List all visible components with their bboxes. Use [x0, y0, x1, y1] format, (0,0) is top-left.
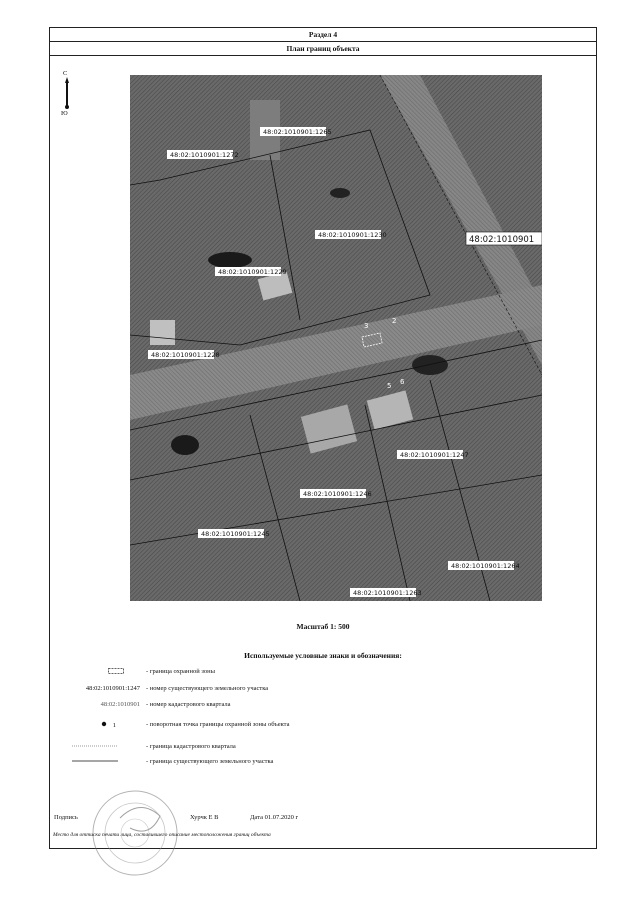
legend-title: Используемые условные знаки и обозначения: [244, 651, 402, 660]
turn-point-symbol: 1 [50, 721, 140, 729]
parcel-label [350, 588, 422, 597]
svg-text:48:02:1010901:1228: 48:02:1010901:1228 [151, 351, 220, 359]
north-arrow-icon [63, 77, 71, 111]
svg-text:48:02:1010901:1247: 48:02:1010901:1247 [400, 451, 469, 459]
map-svg [130, 75, 542, 601]
legend-item: 1 - поворотная точка границы охранной зоны объекта [50, 721, 596, 735]
svg-text:48:02:1010901:1230: 48:02:1010901:1230 [318, 231, 387, 239]
parcel-label [448, 561, 520, 570]
map-scale: Масштаб 1: 500 [296, 622, 350, 631]
turn-point-label: 2 [392, 317, 397, 325]
parcel-boundary-symbol [50, 758, 140, 765]
parcel-label [300, 489, 372, 498]
parcel-label [215, 267, 287, 276]
parcel-label [315, 230, 387, 239]
turn-point-label: 5 [387, 382, 392, 390]
page-title: План границ объекта [50, 42, 596, 56]
parcel-label [167, 150, 239, 159]
quarter-boundary-symbol [50, 743, 140, 750]
legend-item: - граница существующего земельного участка [50, 758, 596, 772]
svg-text:48:02:1010901: 48:02:1010901 [469, 235, 535, 245]
solid-line-icon [72, 759, 118, 763]
dot-icon [101, 721, 107, 727]
signer-name: Хурчк Е В [190, 814, 219, 821]
svg-text:48:02:1010901:1245: 48:02:1010901:1245 [201, 530, 270, 538]
dashed-rect-icon [108, 668, 124, 674]
quarter-label [466, 232, 542, 245]
signature-label: Подпись [54, 814, 78, 821]
footer-note: Место для оттиска печати лица, составившего описание местоположения границ объекта [53, 832, 271, 838]
legend-item: - граница охранной зоны [50, 668, 596, 682]
legend-item: 48:02:1010901 - номер кадастрового квартала [100, 701, 231, 708]
parcel-label [397, 450, 469, 459]
turn-point-label: 6 [400, 378, 405, 386]
parcel-label [148, 350, 220, 359]
svg-text:48:02:1010901:1272: 48:02:1010901:1272 [170, 151, 239, 159]
compass [60, 70, 74, 120]
turn-point-label: 3 [364, 322, 369, 330]
svg-text:48:02:1010901:1246: 48:02:1010901:1246 [303, 490, 372, 498]
dashed-line-icon [72, 744, 118, 748]
svg-text:48:02:1010901:1229: 48:02:1010901:1229 [218, 268, 287, 276]
aerial-map [130, 75, 542, 601]
section-header: Раздел 4 [50, 28, 596, 42]
svg-text:48:02:1010901:1264: 48:02:1010901:1264 [451, 562, 520, 570]
compass-south-label: Ю [61, 110, 68, 117]
protection-zone-symbol [50, 668, 140, 676]
compass-north-label: С [63, 70, 68, 77]
svg-text:48:02:1010901:1265: 48:02:1010901:1265 [263, 128, 332, 136]
parcel-label [198, 529, 270, 538]
svg-text:48:02:1010901:1263: 48:02:1010901:1263 [353, 589, 422, 597]
document-frame [49, 27, 597, 849]
legend-item: 48:02:1010901:1247 - номер существующего земельного участка [85, 685, 269, 692]
signature-date: Дата 01.07.2020 г [250, 814, 299, 821]
legend-item: - граница кадастрового квартала [50, 743, 596, 757]
parcel-label [260, 127, 332, 136]
